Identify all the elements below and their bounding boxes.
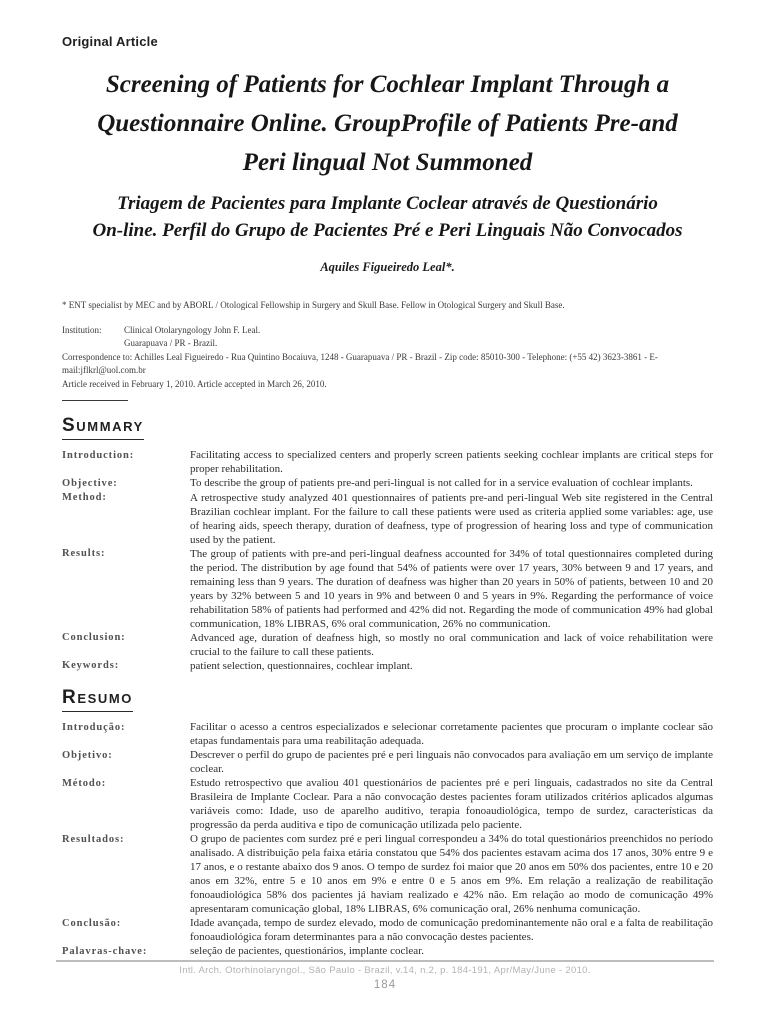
title-portuguese-line: On-line. Perfil do Grupo de Pacientes Pré e Peri Linguais Não Convocados [92,220,683,241]
entry-label: Conclusion: [62,632,126,643]
entry-text: Idade avançada, tempo de surdez elevado, modo de comunicação predominantemente não oral e a falta de reabilitação fonoaudiológica foram determinantes para a não convocação destes pacientes. [190,917,713,943]
institution-city: Guarapuava / PR - Brazil. [124,338,218,348]
entry-text: A retrospective study analyzed 401 questionnaires of patients pre-and peri-lingual Web site registered in the Central Brazilian cochlear implant. For the failure to call these patients were used as criteria applied some variables: age, use of hearing aids, speech therapy, duration of deafness, type of progression of hearing loss and type of communication used by the patient. [190,491,713,546]
entry-label: Resultados: [62,833,125,845]
entry-label: Objetivo: [62,749,113,761]
footnote-separator-rule [62,400,128,401]
institution-name: Clinical Otolaryngology John F. Leal. [124,325,261,335]
title-portuguese [62,190,713,244]
resumo-entry-palavras-chave [62,944,713,959]
resumo-section [62,687,713,959]
entry-label: Method: [62,492,107,503]
entry-label: Método: [62,777,107,789]
entry-label: Objective: [62,477,118,489]
author-name: Aquiles Figueiredo Leal*. [320,260,455,274]
entry-text: Descrever o perfil do grupo de pacientes pré e peri linguais não convocados para avaliação em um serviço de implante coclear. [190,749,713,775]
entry-text: Estudo retrospectivo que avaliou 401 questionários de pacientes pré e peri linguais, cadastrados no site da Central Brasileira de Implante Coclear. Para a não convocação destes pacientes foram utilizados critérios aplicados algumas variáveis como: Idade, uso de aparelho auditivo, terapia fonoaudiológica, tempo de surdez, características da progressão da perda auditiva e tipo de comunicação utilizada pelo paciente. [190,777,713,831]
title-english-line: Peri lingual Not Summoned [242,149,533,176]
entry-text: Advanced age, duration of deafness high, so mostly no oral communication and lack of voice rehabilitation were crucial to the failure to call these patients. [190,631,713,658]
institution-row [62,337,713,350]
journal-citation-line: Intl. Arch. Otorhinolaryngol., São Paulo - Brazil, v.14, n.2, p. 184-191, Apr/May/June - 2010. [179,965,591,976]
summary-entry-results [62,547,713,631]
institution-label-spacer [62,337,124,350]
resumo-entry-metodo [62,776,713,832]
title-portuguese-line: Triagem de Pacientes para Implante Coclear através de Questionário [117,193,658,214]
resumo-entry-introducao [62,720,713,748]
entry-label: Keywords: [62,660,120,671]
entry-label: Palavras-chave: [62,945,148,957]
page-footer [56,960,714,991]
entry-text: seleção de pacientes, questionários, implante coclear. [190,945,424,957]
author-credential-note: * ENT specialist by MEC and by ABORL / Otological Fellowship in Surgery and Skull Base. Fellow in Otological Surgery and Skull Base. [62,300,565,310]
entry-text: Facilitar o acesso a centros especializados e selecionar corretamente pacientes que procuram o implante coclear são etapas fundamentais para uma reabilitação adequada. [190,721,713,747]
institution-label: Institution: [62,325,102,335]
article-dates: Article received in February 1, 2010. Article accepted in March 26, 2010. [62,379,327,389]
institution-row [62,324,713,337]
entry-label: Introduction: [62,449,135,461]
entry-text: O grupo de pacientes com surdez pré e peri lingual correspondeu a 34% do total questionários preenchidos no período analisado. A distribuição pela faixa etária constatou que 54% dos pacientes estavam acima dos 17 anos, 30% entre 9 e 17 anos, e o restante abaixo dos 9 anos. O tempo de surdez foi maior que 20 anos em 50% dos pacientes, entre 10 e 20 anos em 32%, entre 5 e 10 anos em 9% e entre 0 e 5 anos em 9%. Em relação a realização de reabilitação fonoaudiológica 58% dos pacientes já haviam realizado e 42% não. Em relação ao modo de comunicação 49% apresentaram comunicação global, 18% LIBRAS, 6% comunicação oral, 26% nenhuma comunicação. [190,833,713,915]
resumo-heading: RESUMO [62,687,133,712]
title-english-line: Screening of Patients for Cochlear Implant Through a [105,71,670,98]
summary-entry-method [62,491,713,547]
title-english-line: Questionnaire Online. GroupProfile of Patients Pre-and [97,110,678,137]
summary-entry-conclusion [62,631,713,659]
entry-text: The group of patients with pre-and peri-lingual deafness accounted for 34% of total questionnaires completed during the period. The distribution by age found that 54% of patients were over 17 years, 30% between 9 and 17 years, and remaining less than 9 years. The duration of deafness was higher than 20 years in 50% of patients, between 10 and 20 years by 32% between 5 and 10 years in 9% and between 0 and 5 years in 9%. Regarding the performance of voice rehabilitation 58% of patients had performed and 42% did not. Regarding the mode of communication 49% had global communication, 18% LIBRAS, 6% oral communication, 26% no communication. [190,547,713,630]
page-number: 184 [373,979,397,991]
resumo-entry-objetivo [62,748,713,776]
entry-label: Conclusão: [62,917,122,929]
summary-section [62,415,713,673]
correspondence-note: Correspondence to: Achilles Leal Figueiredo - Rua Quintino Bocaiuva, 1248 - Guarapuava / PR - Brazil - Zip code: 85010-300 - Telephone: (+55 42) 3623-3861 - E-mail:jflkrl@uol.com.br [62,352,658,375]
summary-entry-keywords [62,659,713,674]
entry-label: Results: [62,548,106,559]
footnotes-block [62,299,713,401]
entry-text: patient selection, questionnaires, cochlear implant. [190,659,413,672]
entry-text: Facilitating access to specialized centers and properly screen patients seeking cochlear implants are critical steps for proper rehabilitation. [190,449,713,475]
resumo-entry-conclusao [62,916,713,944]
summary-heading: SUMMARY [62,415,144,440]
article-type-label: Original Article [62,34,158,49]
summary-entry-objective [62,476,713,491]
entry-label: Introdução: [62,721,126,733]
resumo-entry-resultados [62,832,713,916]
summary-entry-introduction [62,448,713,476]
title-english [62,65,713,182]
entry-text: To describe the group of patients pre-and peri-lingual is not called for in a service evaluation of cochlear implants. [190,477,693,489]
